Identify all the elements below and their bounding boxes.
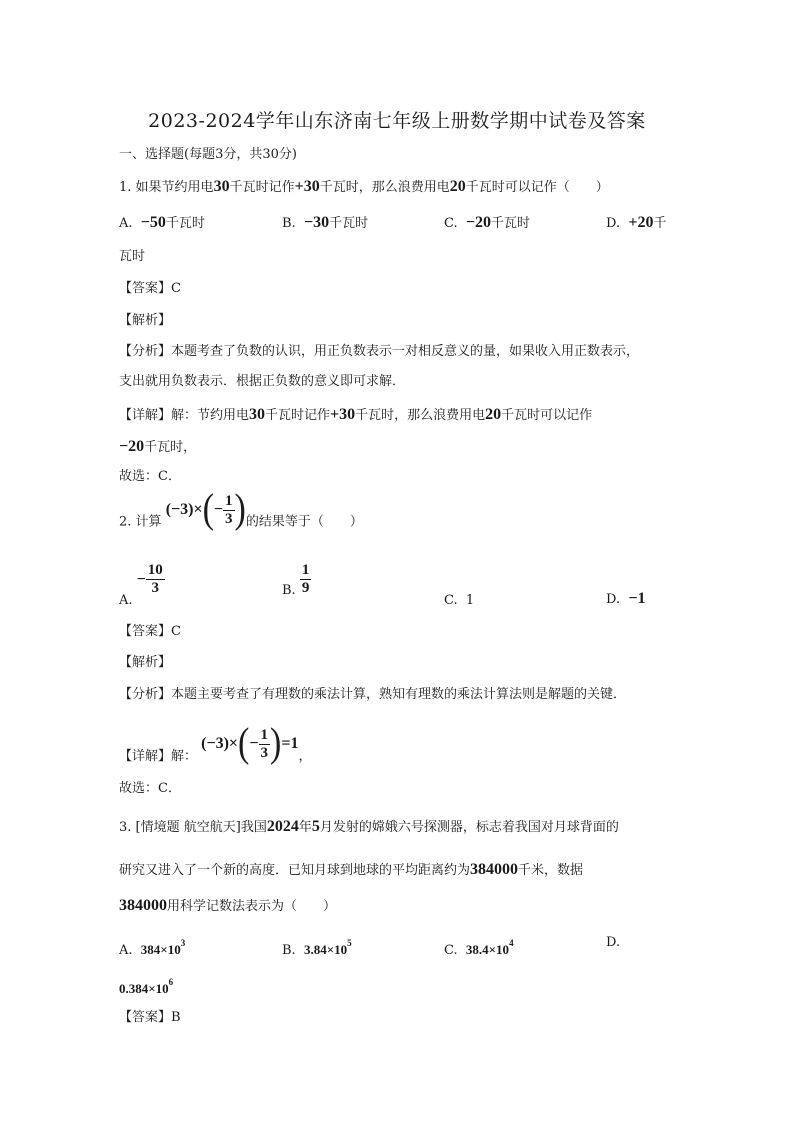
analysis-label: 【解析】	[119, 313, 172, 328]
option-a: A. $384\times 10^3$	[119, 938, 186, 958]
fenxi-line-1: 【分析】本题考查了负数的认识，用正负数表示一对相反意义的量，如果收入用正数表示，	[119, 344, 640, 359]
question-number: 2.	[119, 514, 132, 530]
question-number: 3.	[119, 820, 132, 835]
option-d-continuation: 瓦时	[119, 249, 146, 264]
answer-label: 【答案】B	[119, 1010, 181, 1025]
math-expression: (−3)× ( − $\frac{1}{3}$ ) =1	[201, 721, 299, 766]
option-b: B. $\frac{1}{9}$	[282, 562, 310, 598]
fenxi-line: 【分析】本题主要考查了有理数的乘法计算，熟知有理数的乘法计算法则是解题的关键．	[119, 687, 627, 702]
analysis-label: 【解析】	[119, 655, 172, 670]
option-d: D.	[606, 935, 621, 950]
option-c: C. −20千瓦时	[444, 214, 531, 231]
detail-line: 【详解】解： (−3)× ( − $\frac{1}{3}$ ) =1 ，	[119, 721, 312, 766]
math-expression: (−3)× ( − $\frac{1}{3}$ )	[165, 487, 246, 532]
question-3-line-2: 研究又进入了一个新的高度．已知月球到地球的平均距离约为384000千米，数据	[119, 861, 584, 878]
section-heading: 一、选择题(每题3分，共30分)	[119, 147, 297, 162]
detail-line-2: −20千瓦时，	[119, 438, 197, 455]
option-a: A. − $\frac{10}{3}$	[119, 562, 163, 608]
option-b: B. −30千瓦时	[282, 214, 369, 231]
option-a: A. −50千瓦时	[119, 214, 205, 231]
detail-line-1: 【详解】解：节约用电30千瓦时记作+30千瓦时，那么浪费用电20千瓦时可以记作	[119, 406, 593, 423]
question-3-line-3: 384000用科学记数法表示为（ ）	[119, 897, 337, 914]
fenxi-line-2: 支出就用负数表示．根据正负数的意义即可求解．	[119, 374, 406, 389]
question-number: 1.	[119, 180, 132, 195]
answer-label: 【答案】C	[119, 624, 181, 639]
choose-line: 故选：C．	[119, 469, 181, 484]
option-c: C. $38.4\times 10^4$	[444, 938, 514, 958]
answer-label: 【答案】C	[119, 281, 181, 296]
choose-line: 故选：C．	[119, 781, 181, 796]
question-1-stem: 1. 如果节约用电30千瓦时记作+30千瓦时，那么浪费用电20千瓦时可以记作（ ）	[119, 178, 609, 195]
page-title: 2023-2024学年山东济南七年级上册数学期中试卷及答案	[148, 110, 646, 132]
option-d: D. +20千	[606, 214, 667, 231]
option-c: C. 1	[444, 593, 475, 608]
option-b: B. $3.84\times 10^5$	[282, 938, 352, 958]
question-2-stem: 2. 计算 (−3)× ( − $\frac{1}{3}$ ) 的结果等于（ ）	[119, 487, 363, 532]
option-d-continuation: $0.384\times 10^6$	[119, 977, 174, 996]
option-d: D. −1	[606, 590, 646, 607]
question-3-line-1: 3. [情境题 航空航天]我国2024年5月发射的嫦娥六号探测器，标志着我国对月球背面的	[119, 818, 619, 835]
